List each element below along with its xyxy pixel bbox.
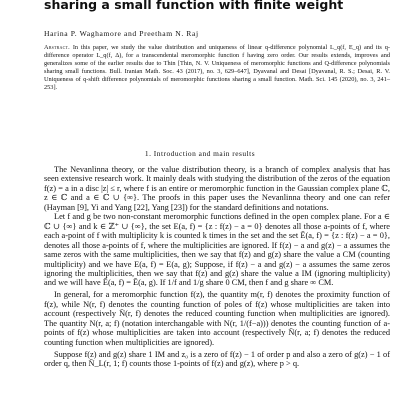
author-names: Harina P. Waghamore and Preetham N. Raj [44, 29, 199, 38]
section-heading: 1. Introduction and main results [144, 149, 256, 158]
body-paragraph: In general, for a meromorphic function f(z), the quantity m(r, f) denotes the proximity function of f(z), while N(r, f) denotes the counting function of poles of f(z) whose multiplicities are taken into account (respectively N̄(r, f) denotes the reduced counting function when multiplicities are ignored). The quantity N(r, a; f) (notation interchangable with N(r, 1/(f−a))) denotes the counting function of a-points of f(z) whose multiplicities are taken into account (respectively N̄(r, a; f) denotes the reduced counting function when multiplicities are ignored). [44, 290, 390, 347]
paper-title: sharing a small function with finite weight [44, 0, 344, 12]
body-paragraph: Let f and g be two non-constant meromorphic functions defined in the open complex plane. For a ∈ ℂ ∪ {∞} and k ∈ ℤ⁺ ∪ {∞}, the set E(a, f) = {z : f(z) − a = 0} denotes all those a-points of f, where each a-point of f with multiplicity k is counted k times in the set and the set Ē(a, f) = {z : f(z) − a = 0}, denotes all those a-points of f, where the multiplicities are ignored. If f(z) − a and g(z) − a assumes the same zeros with the same multiplicities, then we say that f(z) and g(z) share the value a CM (counting multiplicity) and we have E(a, f) = E(a, g); Suppose, if f(z) − a and g(z) − a assumes the same zeros ignoring the multiplicities, then we say that f(z) and g(z) share the value a IM (ignoring multiplicity) and we will have Ē(a, f) = Ē(a, g). If 1/f and 1/g share 0 CM, then f and g share ∞ CM. [44, 212, 390, 288]
abstract [44, 44, 390, 91]
body-paragraph: Suppose f(z) and g(z) share 1 IM and z₀ is a zero of f(z) − 1 of order p and also a zero of g(z) − 1 of order q, then N̄_L(r, 1; f) counts those 1-points of f(z) and g(z), where p > q. [44, 349, 390, 369]
abstract-label: Abstract. [44, 44, 70, 51]
main-body-text [44, 165, 390, 369]
body-paragraph: The Nevanlinna theory, or the value distribution theory, is a branch of complex analysis that has seen extensive research work. It mainly deals with studying the distribution of the zeros of the equation f(z) = a in a disc |z| ≤ r, where f is an entire or meromorphic function in the Gaussian complex plane ℂ, z ∈ ℂ and a ∈ ℂ ∪ {∞}. The proofs in this paper uses the Nevanlinna theory and one can refer (Hayman [9], Yi and Yang [22], Yang [23]) for the standard definitions and notations. [44, 165, 390, 212]
abstract-text: In this paper, we study the value distribution and uniqueness of linear q-difference polynomial L_q(f, E_q) and its q-difference operator L_q(f, Δ), for a transcendental meromorphic function f having zero order. Our results extends, improves and generalizes some of the earlier results due to Thin [Thin, N. V. Uniqueness of meromorphic functions and Q-difference polynomials sharing small functions. Bull. Iranian Math. Soc. 43 (2017), no. 3, 629–647], Dyavanal and Desai [Dyavanal, R. S.; Desai, R. V. Uniqueness of q-shift difference polynomials of meromorphic functions sharing a small function. Math. Sci. 145 (2020), no. 3, 241–253]. [44, 44, 390, 91]
